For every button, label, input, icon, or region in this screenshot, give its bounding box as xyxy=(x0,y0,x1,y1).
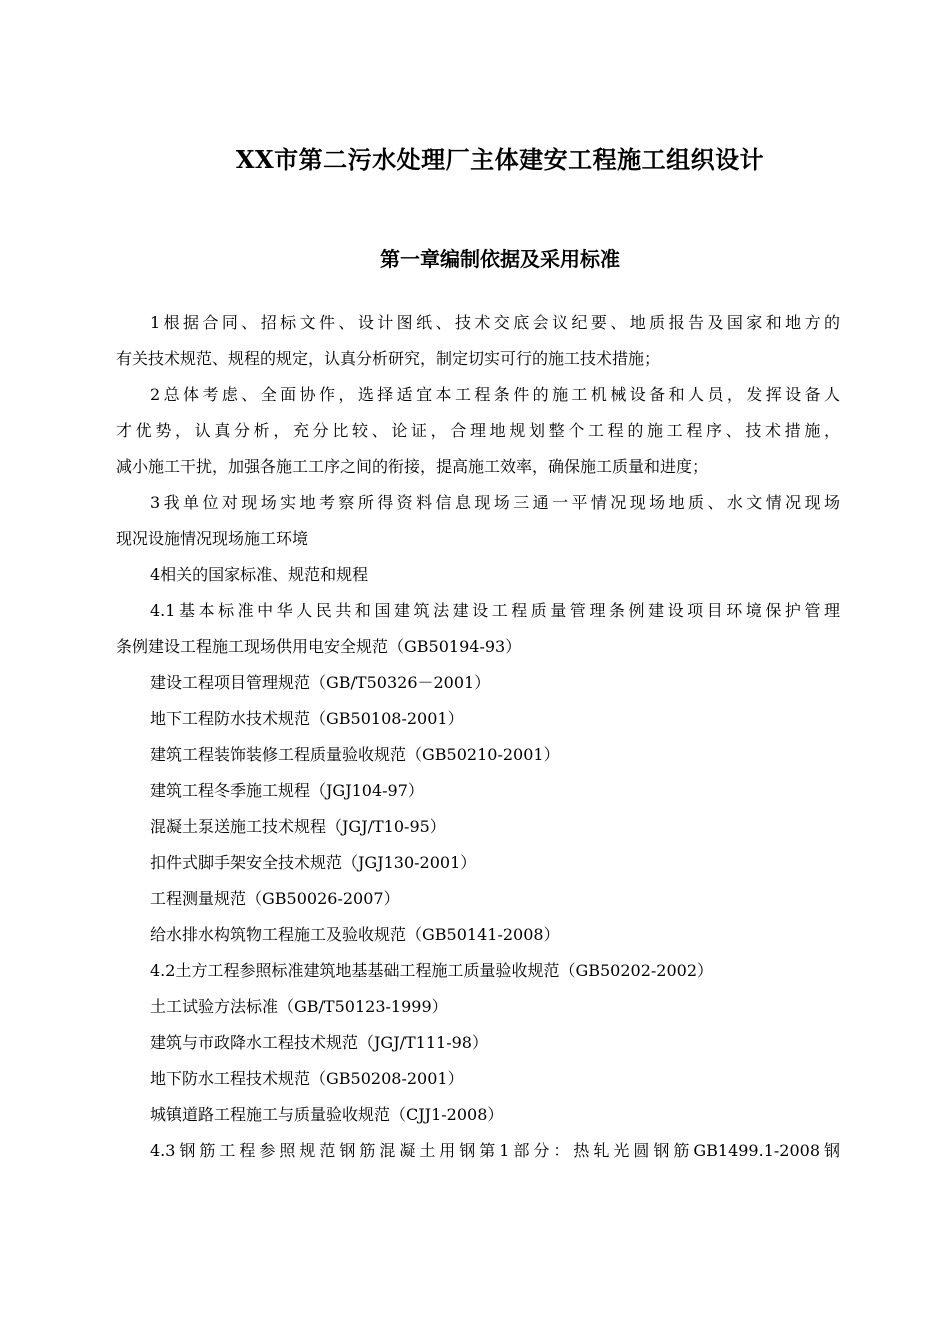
text-line: 有关技术规范、规程的规定，认真分析研究，制定切实可行的施工技术措施； xyxy=(116,349,661,368)
text-line: 扣件式脚手架安全技术规范（JGJ130-2001） xyxy=(150,853,477,872)
text-line: 建筑与市政降水工程技术规范（JGJ/T111-98） xyxy=(150,1033,488,1052)
text-line: 建设工程项目管理规范（GB/T50326－2001） xyxy=(150,673,491,692)
chapter-title: 第一章编制依据及采用标准 xyxy=(380,247,620,271)
text-line: 城镇道路工程施工与质量验收规范（CJJ1-2008） xyxy=(150,1105,504,1124)
text-line: 混凝土泵送施工技术规程（JGJ/T10-95） xyxy=(150,817,446,836)
text-line: 减小施工干扰，加强各施工工序之间的衔接，提高施工效率，确保施工质量和进度； xyxy=(116,457,709,476)
text-line: 建筑工程装饰装修工程质量验收规范（GB50210-2001） xyxy=(150,745,560,764)
text-line: 工程测量规范（GB50026-2007） xyxy=(150,889,400,908)
text-line: 3我单位对现场实地考察所得资料信息现场三通一平情况现场地质、水文情况现场 xyxy=(150,493,840,512)
text-line: 1根据合同、招标文件、设计图纸、技术交底会议纪要、地质报告及国家和地方的 xyxy=(150,313,840,332)
text-line: 地下防水工程技术规范（GB50208-2001） xyxy=(150,1069,464,1088)
text-line: 给水排水构筑物工程施工及验收规范（GB50141-2008） xyxy=(150,925,560,944)
text-line: 才优势，认真分析，充分比较、论证，合理地规划整个工程的施工程序、技术措施， xyxy=(116,421,840,440)
text-line: 4.3钢筋工程参照规范钢筋混凝土用钢第1部分：热轧光圆钢筋GB1499.1-2008钢 xyxy=(150,1141,840,1160)
document-title: XX市第二污水处理厂主体建安工程施工组织设计 xyxy=(235,145,765,174)
document-body xyxy=(116,305,840,1169)
text-line: 土工试验方法标准（GB/T50123-1999） xyxy=(150,997,448,1016)
text-line: 4.1基本标准中华人民共和国建筑法建设工程质量管理条例建设项目环境保护管理 xyxy=(150,601,840,620)
text-line: 建筑工程冬季施工规程（JGJ104-97） xyxy=(150,781,424,800)
text-line: 4.2土方工程参照标准建筑地基基础工程施工质量验收规范（GB50202-2002） xyxy=(150,961,714,980)
text-line: 4相关的国家标准、规范和规程 xyxy=(150,565,369,584)
text-line: 现况设施情况现场施工环境 xyxy=(116,529,309,548)
text-line: 地下工程防水技术规范（GB50108-2001） xyxy=(150,709,464,728)
text-line: 2总体考虑、全面协作，选择适宜本工程条件的施工机械设备和人员，发挥设备人 xyxy=(150,385,840,404)
text-line: 条例建设工程施工现场供用电安全规范（GB50194-93） xyxy=(116,637,522,656)
